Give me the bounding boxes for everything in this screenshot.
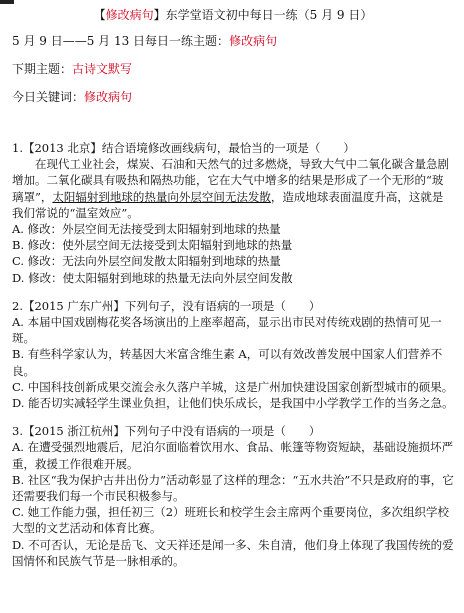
next-theme-label: 下期主题： [12,62,73,76]
theme-range [12,32,454,50]
question-2-option-b: B. 有些科学家认为，转基因大米富含维生素 A，可以有效改善发展中国家人们营养不良。 [12,347,443,378]
question-2-head: 2.【2015 广东广州】下列句子，没有语病的一项是（ ） [12,298,321,313]
keyword-label: 今日关键词： [12,90,85,104]
question-2-option-c: C. 中国科技创新成果交流会永久落户羊城，这是广州加快建设国家创新型城市的硕果。 [12,379,454,394]
question-3-option-b: B. 社区“我为保护古井出份力”活动彰显了这样的理念：“五水共治”不只是政府的事，它还需要我们每一个市民积极参与。 [12,472,454,504]
question-1-stem [12,156,454,221]
question-1 [12,140,454,286]
question-1-head: 1.【2013 北京】结合语境修改画线病句，最恰当的一项是（ ） [12,141,355,155]
question-3-head: 3.【2015 浙江杭州】下列句子中没有语病的一项是（ ） [12,424,321,439]
stem-text-after: ，造成地球表面温度升高，这就是我们常说的“温室效应”。 [12,189,444,220]
question-2-option-d: D. 能否切实减轻学生课业负担，让他们快乐成长，是我国中小学教学工作的当务之急。 [12,396,454,411]
corner-mark [0,0,14,4]
question-1-option-c: C. 修改：无法向外层空间发散太阳辐射到地球的热量 [12,254,281,269]
next-theme-value: 古诗文默写 [72,62,133,76]
title-close-bracket: 】 [153,8,166,22]
question-3 [12,423,454,569]
question-2-option-a: A. 本届中国戏剧梅花奖各场演出的上座率超高，显示出市民对传统戏剧的热情可见一斑。 [12,315,442,346]
question-3-option-d: D. 不可否认，无论是岳飞、文天祥还是闻一多、朱自清，他们身上体现了我国传统的爱国情怀和民族气节是一脉相承的。 [12,537,454,568]
stem-text-before: 在现代工业社会，煤炭、石油和天然气的过多燃烧，导致大气中二氧化碳含量急剧增加。二氧化碳具有吸热和隔热功能，它在大气中增多的结果是形成了一个无形的“玻璃罩”， [12,157,449,204]
question-1-option-a: A. 修改：外层空间无法接受到太阳辐射到地球的热量 [12,222,281,237]
keyword-value: 修改病句 [84,90,133,104]
document-page [12,6,454,577]
next-theme [12,60,454,78]
question-1-option-d: D. 修改：使太阳辐射到地球的热量无法向外层空间发散 [12,270,293,285]
title-tag: 修改病句 [105,8,154,22]
theme-range-label: 5 月 9 日——5 月 13 日每日一练主题： [12,34,230,48]
title-open-bracket: 【 [93,8,106,22]
question-3-option-c: C. 她工作能力强，担任初三（2）班班长和校学生会主席两个重要岗位，多次组织学校大型的文艺活动和体育比赛。 [12,505,450,536]
theme-range-value: 修改病句 [229,34,278,48]
title-text: 东学堂语文初中每日一练（5 月 9 日） [165,8,373,22]
stem-underlined-sentence: 太阳辐射到地球的热量向外层空间无法发散 [52,189,271,204]
page-title [12,6,454,24]
today-keyword [12,88,454,106]
question-3-option-a: A. 在遭受强烈地震后，尼泊尔面临着饮用水、食品、帐篷等物资短缺，基础设施损坏严重，救援工作很难开展。 [12,440,454,471]
question-2 [12,298,454,411]
question-1-option-b: B. 修改：使外层空间无法接受到太阳辐射到地球的热量 [12,238,293,253]
